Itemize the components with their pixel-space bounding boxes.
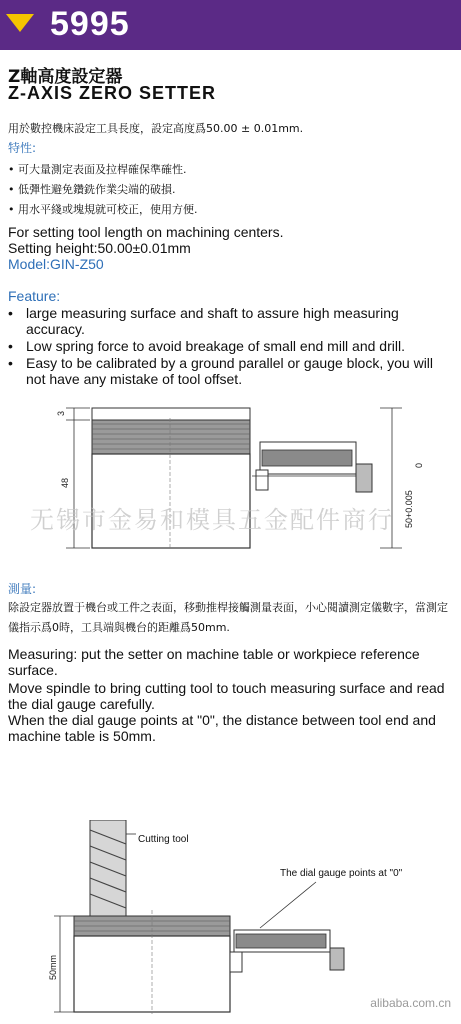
triangle-icon (6, 14, 34, 32)
feature-heading: Feature: (8, 288, 61, 304)
when-text: When the dial gauge points at "0", the distance between tool end and machine table is 50mm. (8, 712, 436, 744)
en-intro: For setting tool length on machining centers. (8, 224, 284, 240)
shop-watermark: 无锡市金易和模具五金配件商行 (30, 506, 394, 534)
title-chinese: Z軸高度設定器 (8, 67, 123, 87)
zh-features-heading: 特性: (8, 141, 37, 155)
setter-dimension-diagram (30, 398, 430, 570)
dim-right-label: 50+0.005 (404, 490, 414, 528)
title-english: Z-AXIS ZERO SETTER (8, 83, 217, 103)
dim-left-label: 48 (60, 477, 70, 488)
measuring-text: Measuring: put the setter on machine table or workpiece reference surface. (8, 646, 420, 678)
setting-height: Setting height:50.00±0.01mm (8, 240, 191, 256)
cutting-tool-diagram (30, 820, 440, 1020)
product-code: 5995 (50, 5, 130, 43)
move-text: Move spindle to bring cutting tool to touch measuring surface and read the dial gauge carefully. (8, 680, 445, 712)
feature-item: • Low spring force to avoid breakage of small end mill and drill. (8, 338, 405, 354)
zh-feature-item: • 可大量測定表面及拉桿確保準確性. (8, 163, 187, 176)
zh-measure-text: 除設定器放置于機台或工件之表面，移動推桿接觸測量表面，小心閱讀測定儀數字，當測定儀指示爲0時，工具端與機台的距離爲50mm. (8, 601, 448, 634)
cutting-tool-label: Cutting tool (138, 834, 189, 845)
zh-intro: 用於數控機床設定工具長度，設定高度爲50.00 ± 0.01mm. (8, 122, 304, 135)
header-bar (0, 0, 461, 50)
zh-measure-heading: 測量: (8, 582, 37, 596)
dim-right-tolerance: 0 (414, 462, 424, 468)
zh-feature-item: • 用水平綫或塊規就可校正，使用方便. (8, 203, 198, 216)
feature-item: • Easy to be calibrated by a ground parallel or gauge block, you will not have any mistake of tool offset. (8, 355, 434, 387)
dim-top-label: 3 (56, 410, 66, 416)
model-number: Model:GIN-Z50 (8, 256, 104, 272)
feature-item: • large measuring surface and shaft to assure high measuring accuracy. (8, 305, 399, 337)
zh-feature-item: • 低彈性避免鑽銑作業尖端的破損. (8, 183, 176, 196)
height-label: 50mm (48, 954, 58, 980)
footer-watermark: alibaba.com.cn (370, 996, 451, 1010)
dial-gauge-label: The dial gauge points at "0" (280, 868, 403, 879)
